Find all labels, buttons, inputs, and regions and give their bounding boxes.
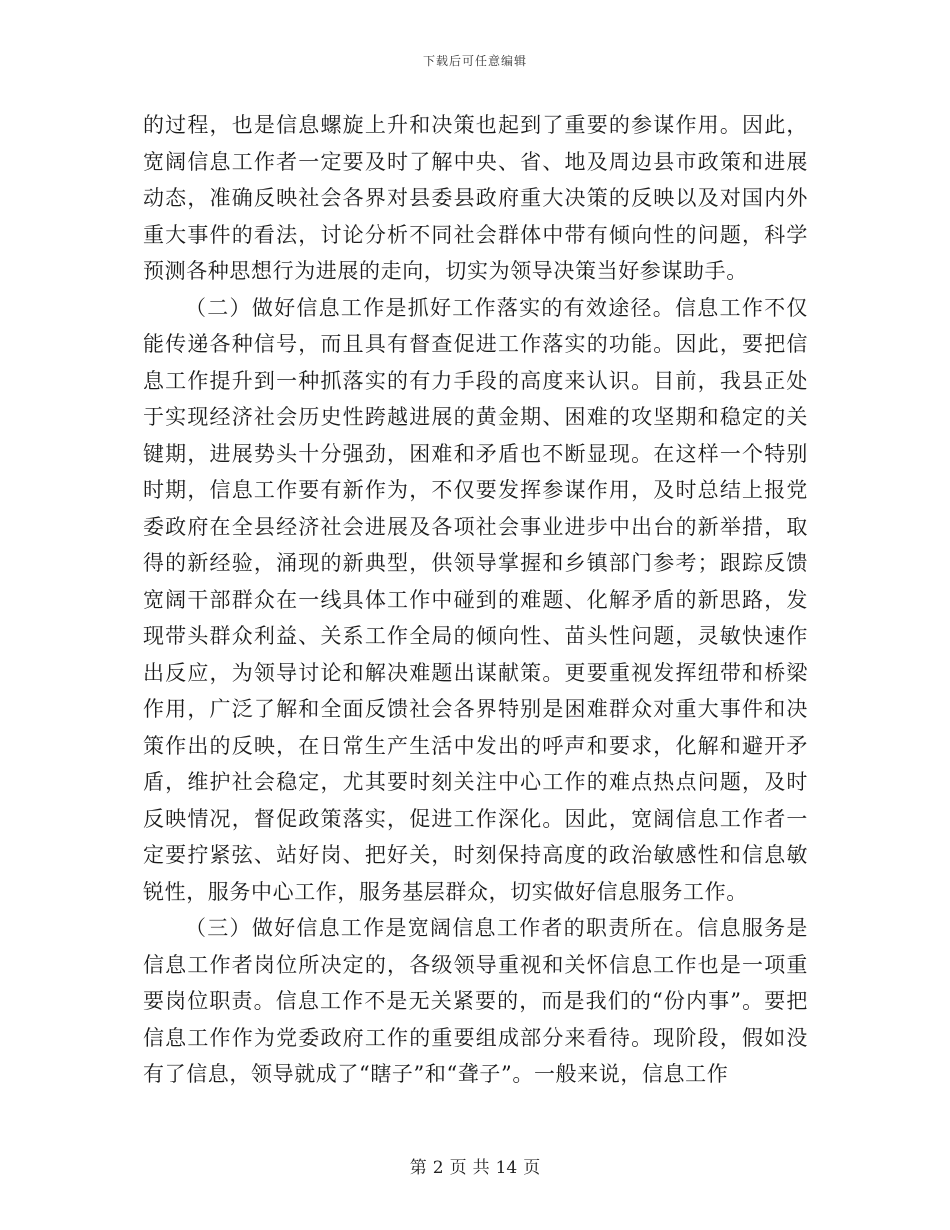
paragraph: （三）做好信息工作是宽阔信息工作者的职责所在。信息服务是信息工作者岗位所决定的，各级领导重视和关怀信息工作也是一项重要岗位职责。信息工作不是无关紧要的，而是我们的“份内事”。要把信息工作作为党委政府工作的重要组成部分来看待。现阶段，假如没有了信息，领导就成了“瞎子”和“聋子”。一般来说，信息工作 — [143, 916, 808, 1086]
header-note: 下载后可任意编辑 — [422, 54, 527, 68]
page-footer — [0, 1153, 950, 1178]
footer-total-word: 共 — [472, 1158, 490, 1178]
footer-prefix: 第 — [409, 1158, 427, 1178]
footer-page-word: 页 — [449, 1158, 467, 1178]
paragraph: 的过程，也是信息螺旋上升和决策也起到了重要的参谋作用。因此，宽阔信息工作者一定要及时了解中央、省、地及周边县市政策和进展动态，准确反映社会各界对县委县政府重大决策的反映以及对国内外重大事件的看法，讨论分析不同社会群体中带有倾向性的问题，科学预测各种思想行为进展的走向，切实为领导决策当好参谋助手。 — [143, 113, 808, 283]
total-pages-number: 14 — [495, 1158, 518, 1178]
page-header — [0, 52, 950, 69]
current-page-number: 2 — [432, 1158, 444, 1178]
footer-suffix: 页 — [523, 1158, 541, 1178]
paragraph: （二）做好信息工作是抓好工作落实的有效途径。信息工作不仅能传递各种信号，而且具有督查促进工作落实的功能。因此，要把信息工作提升到一种抓落实的有力手段的高度来认识。目前，我县正处于实现经济社会历史性跨越进展的黄金期、困难的攻坚期和稳定的关键期，进展势头十分强劲，困难和矛盾也不断显现。在这样一个特别时期，信息工作要有新作为，不仅要发挥参谋作用，及时总结上报党委政府在全县经济社会进展及各项社会事业进步中出台的新举措，取得的新经验，涌现的新典型，供领导掌握和乡镇部门参考；跟踪反馈宽阔干部群众在一线具体工作中碰到的难题、化解矛盾的新思路，发现带头群众利益、关系工作全局的倾向性、苗头性问题，灵敏快速作出反应，为领导讨论和解决难题出谋献策。更要重视发挥纽带和桥梁作用，广泛了解和全面反馈社会各界特别是困难群众对重大事件和决策作出的反映，在日常生产生活中发出的呼声和要求，化解和避开矛盾，维护社会稳定，尤其要时刻关注中心工作的难点热点问题，及时反映情况，督促政策落实，促进工作深化。因此，宽阔信息工作者一定要拧紧弦、站好岗、把好关，时刻保持高度的政治敏感性和信息敏锐性，服务中心工作，服务基层群众，切实做好信息服务工作。 — [143, 295, 808, 904]
document-body — [143, 107, 808, 1093]
